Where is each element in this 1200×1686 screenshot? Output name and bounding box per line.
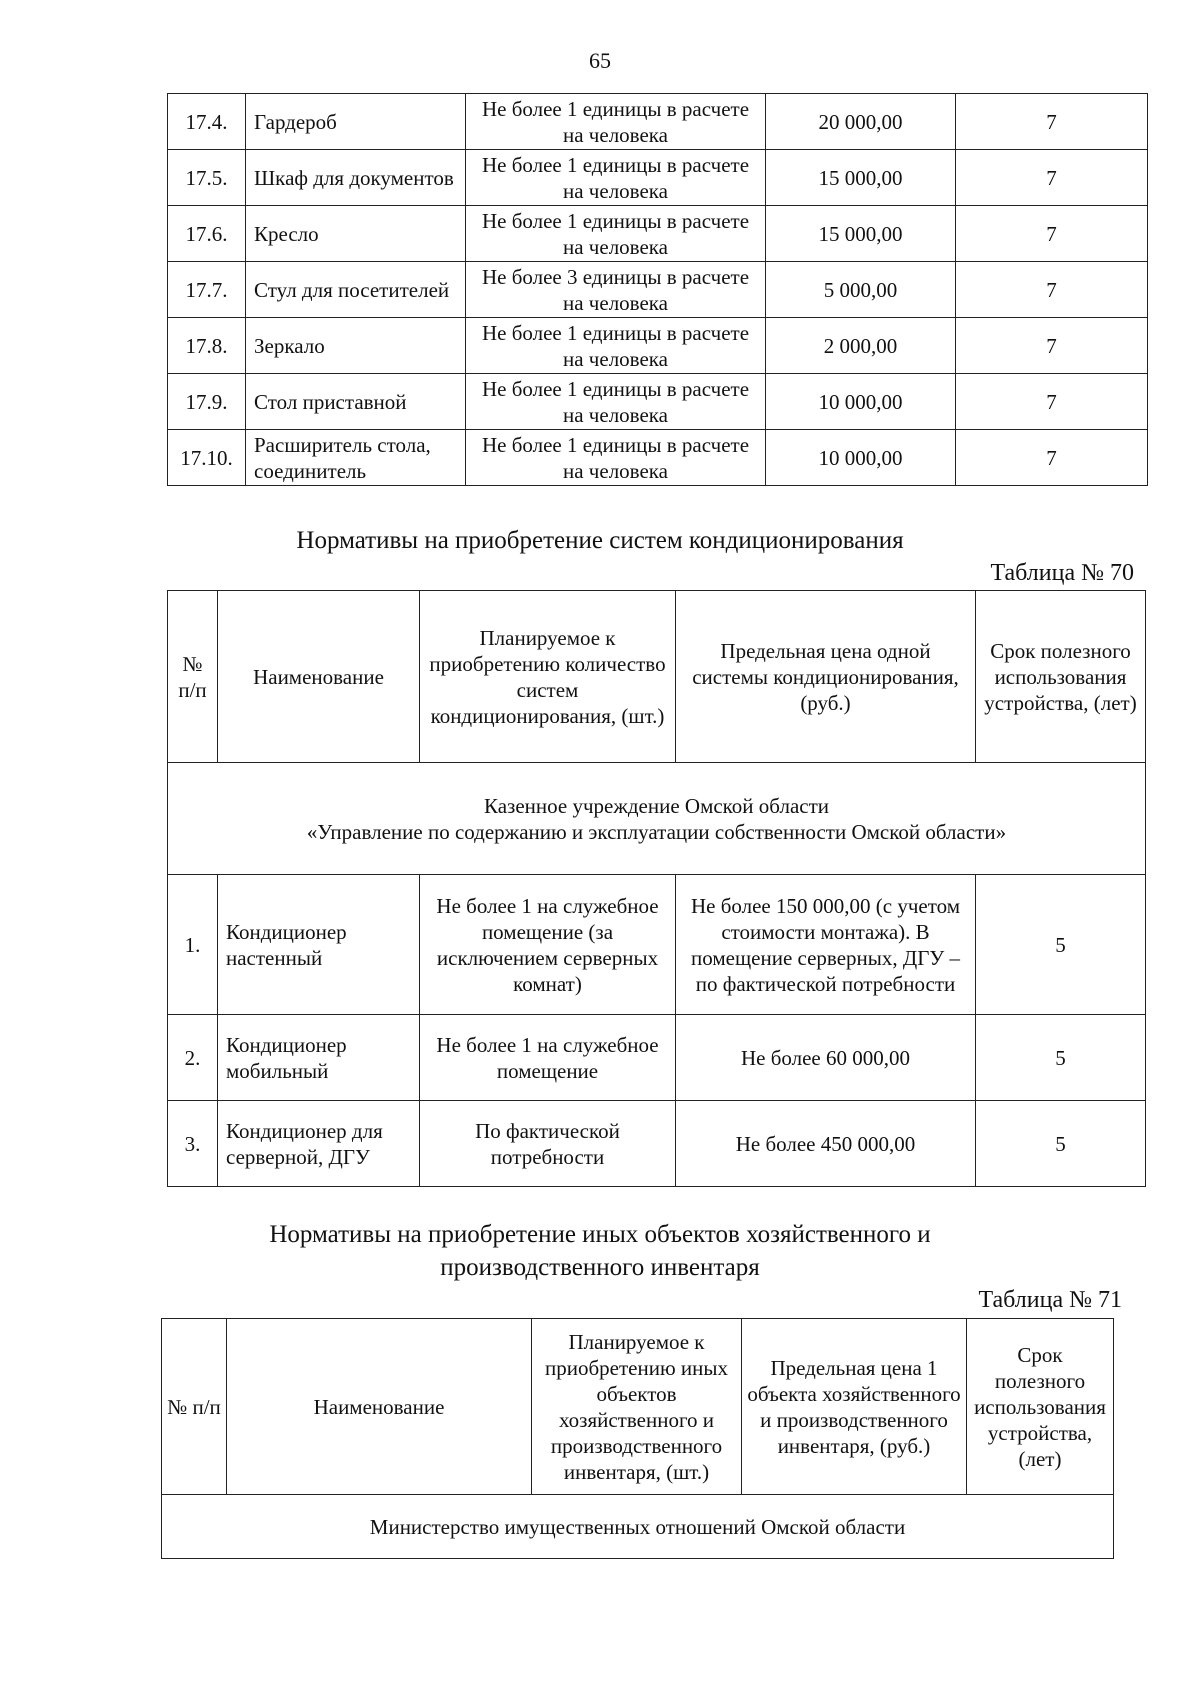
org-row (168, 763, 1146, 875)
item-name: Гардероб (246, 94, 466, 150)
section-70-title: Нормативы на приобретение систем кондиционирования (296, 527, 904, 554)
table-row (168, 318, 1148, 374)
item-term: 5 (976, 1101, 1146, 1187)
header-quantity: Планируемое к приобретению иных объектов хозяйственного и производственного инвентаря, (шт.) (532, 1319, 742, 1495)
row-number: 17.7. (168, 262, 246, 318)
table-row (168, 374, 1148, 430)
item-price: 5 000,00 (766, 262, 956, 318)
table-row (168, 206, 1148, 262)
item-term: 7 (956, 150, 1148, 206)
org-line-2: «Управление по содержанию и эксплуатации собственности Омской области» (306, 819, 1007, 844)
item-price: 20 000,00 (766, 94, 956, 150)
org-line-1: Казенное учреждение Омской области (483, 793, 829, 818)
row-number: 2. (168, 1015, 218, 1101)
item-price: 2 000,00 (766, 318, 956, 374)
row-number: 17.8. (168, 318, 246, 374)
table-row (168, 1015, 1146, 1101)
header-row (162, 1319, 1114, 1495)
table-70-label: Таблица № 70 (990, 560, 1134, 586)
item-quantity: Не более 1 на служебное помещение (за исключением серверных комнат) (420, 875, 676, 1015)
table-row (168, 150, 1148, 206)
item-name: Кондиционер настенный (218, 875, 420, 1015)
table-row (168, 262, 1148, 318)
item-name: Зеркало (246, 318, 466, 374)
item-quantity: Не более 1 единицы в расчете на человека (466, 374, 766, 430)
table-70 (167, 590, 1146, 1187)
item-quantity: Не более 3 единицы в расчете на человека (466, 262, 766, 318)
item-quantity: Не более 1 единицы в расчете на человека (466, 430, 766, 486)
item-term: 7 (956, 374, 1148, 430)
section-71-title-line-1: Нормативы на приобретение иных объектов хозяйственного и (269, 1221, 931, 1248)
row-number: 1. (168, 875, 218, 1015)
item-term: 5 (976, 1015, 1146, 1101)
header-term: Срок полезного использования устройства, (лет) (976, 591, 1146, 763)
item-term: 7 (956, 262, 1148, 318)
item-quantity: Не более 1 единицы в расчете на человека (466, 206, 766, 262)
header-term: Срок полезного использования устройства, (лет) (967, 1319, 1114, 1495)
item-term: 7 (956, 430, 1148, 486)
header-name: Наименование (218, 591, 420, 763)
header-quantity: Планируемое к приобретению количество систем кондиционирования, (шт.) (420, 591, 676, 763)
table-row (168, 94, 1148, 150)
header-num: № п/п (162, 1319, 227, 1495)
item-term: 7 (956, 318, 1148, 374)
row-number: 17.5. (168, 150, 246, 206)
header-price: Предельная цена одной системы кондиционирования, (руб.) (676, 591, 976, 763)
item-price: 10 000,00 (766, 430, 956, 486)
row-number: 17.6. (168, 206, 246, 262)
header-name: Наименование (227, 1319, 532, 1495)
item-name: Шкаф для документов (246, 150, 466, 206)
item-price: 15 000,00 (766, 206, 956, 262)
item-term: 7 (956, 94, 1148, 150)
item-quantity: Не более 1 единицы в расчете на человека (466, 318, 766, 374)
section-71-title-line-2: производственного инвентаря (440, 1254, 760, 1281)
page-number: 65 (589, 48, 611, 73)
section-71-title (0, 1218, 1200, 1284)
table-row (168, 1101, 1146, 1187)
item-quantity: По фактической потребности (420, 1101, 676, 1187)
item-price: Не более 60 000,00 (676, 1015, 976, 1101)
org-cell: Министерство имущественных отношений Омской области (162, 1495, 1114, 1559)
item-price: Не более 150 000,00 (с учетом стоимости монтажа). В помещение серверных, ДГУ – по фактической потребности (676, 875, 976, 1015)
table-71 (161, 1318, 1114, 1559)
row-number: 3. (168, 1101, 218, 1187)
item-name: Кондиционер для серверной, ДГУ (218, 1101, 420, 1187)
row-number: 17.9. (168, 374, 246, 430)
table-row (168, 875, 1146, 1015)
header-price: Предельная цена 1 объекта хозяйственного и производственного инвентаря, (руб.) (742, 1319, 967, 1495)
header-row (168, 591, 1146, 763)
continued-table (167, 93, 1148, 486)
item-quantity: Не более 1 на служебное помещение (420, 1015, 676, 1101)
item-quantity: Не более 1 единицы в расчете на человека (466, 150, 766, 206)
item-name: Кресло (246, 206, 466, 262)
item-name: Расширитель стола, соединитель (246, 430, 466, 486)
item-name: Кондиционер мобильный (218, 1015, 420, 1101)
item-term: 7 (956, 206, 1148, 262)
org-cell (168, 763, 1146, 875)
item-quantity: Не более 1 единицы в расчете на человека (466, 94, 766, 150)
table-row (168, 430, 1148, 486)
header-num: № п/п (168, 591, 218, 763)
item-price: Не более 450 000,00 (676, 1101, 976, 1187)
table-71-label: Таблица № 71 (978, 1287, 1122, 1313)
row-number: 17.4. (168, 94, 246, 150)
item-name: Стул для посетителей (246, 262, 466, 318)
item-price: 15 000,00 (766, 150, 956, 206)
item-price: 10 000,00 (766, 374, 956, 430)
row-number: 17.10. (168, 430, 246, 486)
item-term: 5 (976, 875, 1146, 1015)
item-name: Стол приставной (246, 374, 466, 430)
org-row (162, 1495, 1114, 1559)
